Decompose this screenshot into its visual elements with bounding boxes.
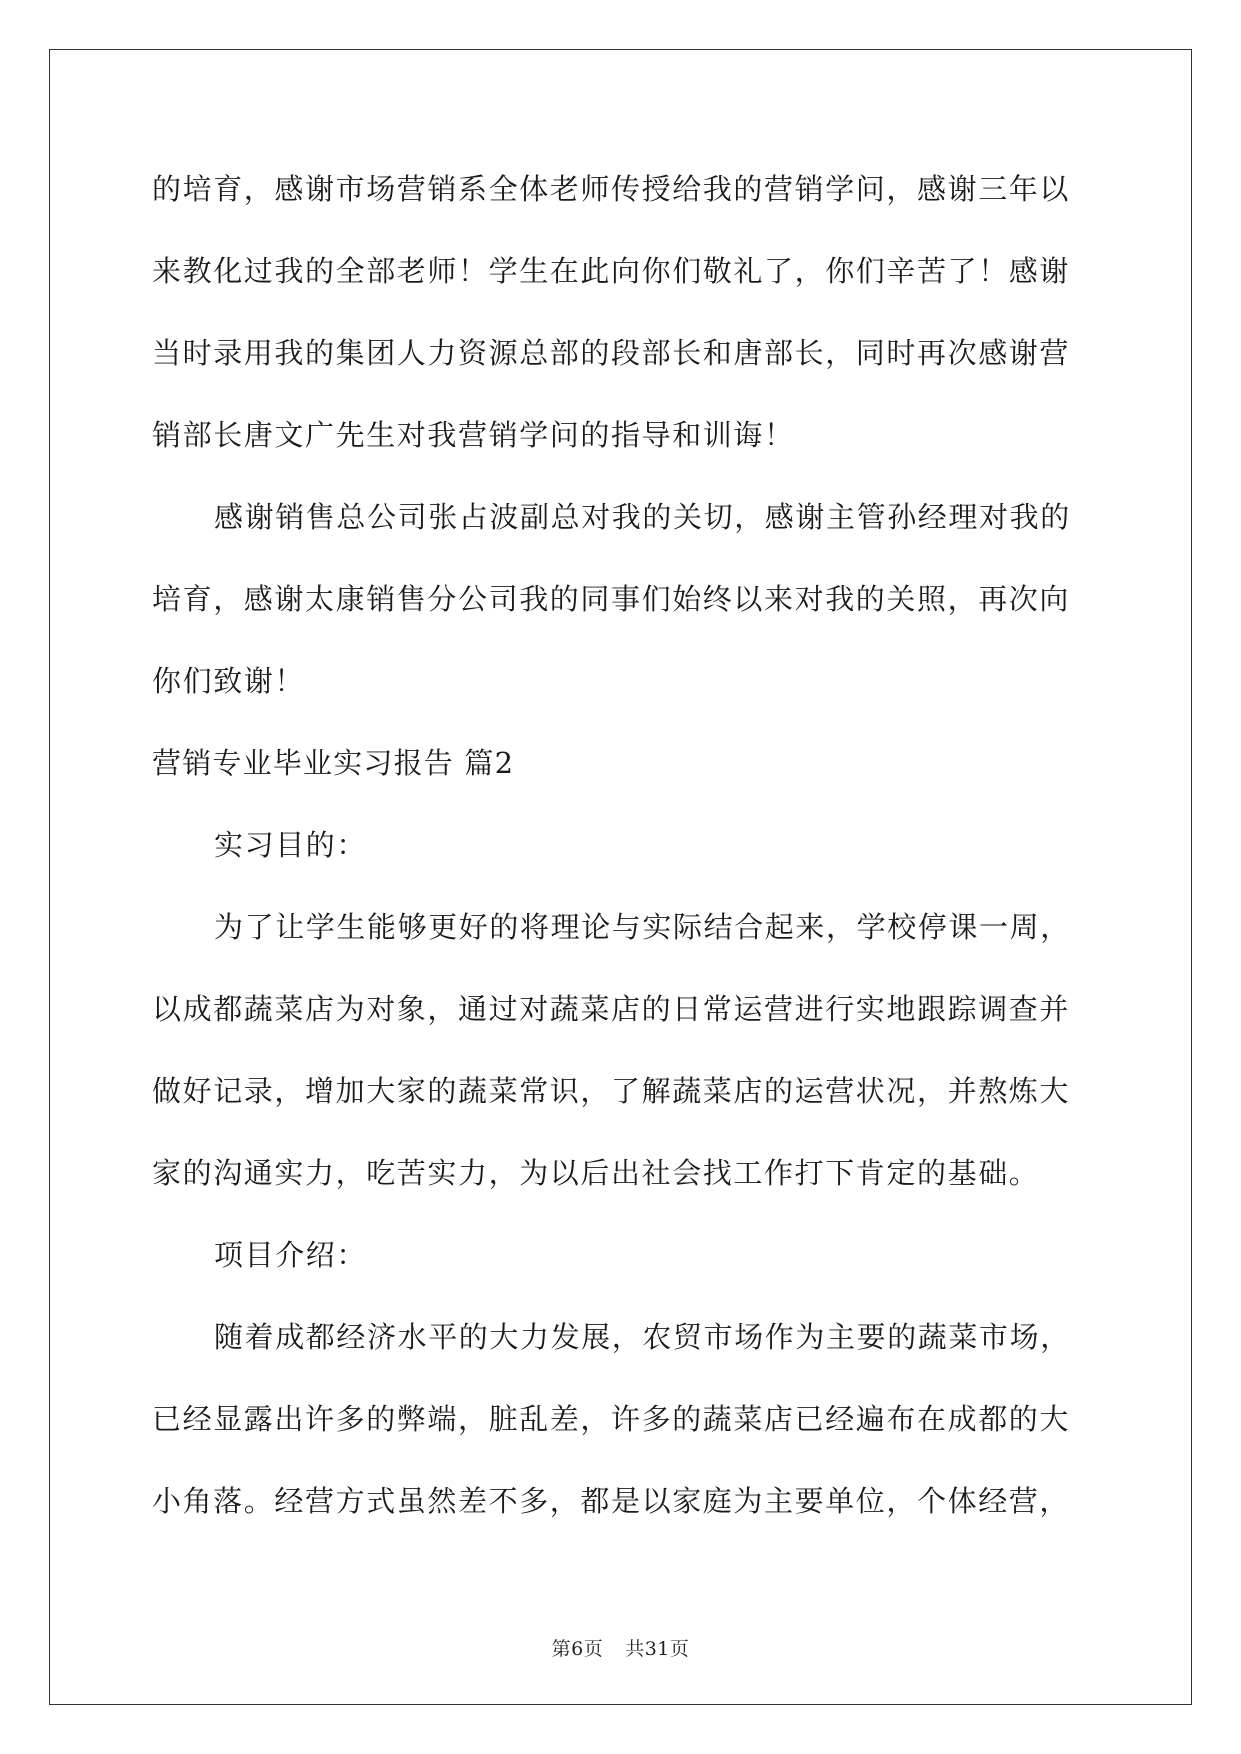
text-line-17: 小角落。经营方式虽然差不多，都是以家庭为主要单位，个体经营， — [152, 1484, 1071, 1518]
text-line-11: 以成都蔬菜店为对象，通过对蔬菜店的日常运营进行实地跟踪调查并 — [152, 992, 1071, 1026]
text-line-10: 为了让学生能够更好的将理论与实际结合起来，学校停课一周， — [214, 910, 1071, 944]
text-line-1: 的培育，感谢市场营销系全体老师传授给我的营销学问，感谢三年以 — [152, 172, 1071, 206]
text-line-14: 项目介绍： — [214, 1238, 368, 1272]
text-line-3: 当时录用我的集团人力资源总部的段部长和唐部长，同时再次感谢营 — [152, 336, 1071, 370]
text-line-13: 家的沟通实力，吃苦实力，为以后出社会找工作打下肯定的基础。 — [152, 1156, 1040, 1190]
text-line-15: 随着成都经济水平的大力发展，农贸市场作为主要的蔬菜市场， — [214, 1320, 1071, 1354]
text-line-6: 培育，感谢太康销售分公司我的同事们始终以来对我的关照，再次向 — [152, 582, 1071, 616]
text-line-9: 实习目的： — [214, 828, 368, 862]
text-line-7: 你们致谢！ — [152, 664, 306, 698]
document-body — [152, 160, 1088, 1554]
text-line-4: 销部长唐文广先生对我营销学问的指导和训诲！ — [152, 418, 795, 452]
text-line-12: 做好记录，增加大家的蔬菜常识，了解蔬菜店的运营状况，并熬炼大 — [152, 1074, 1071, 1108]
page-total: 共31页 — [625, 1638, 690, 1660]
text-line-2: 来教化过我的全部老师！学生在此向你们敬礼了，你们辛苦了！感谢 — [152, 254, 1071, 288]
text-line-16: 已经显露出许多的弊端，脏乱差，许多的蔬菜店已经遍布在成都的大 — [152, 1402, 1071, 1436]
page-number: 第6页 — [551, 1638, 604, 1660]
page-footer — [0, 1634, 1241, 1661]
section-heading: 营销专业毕业实习报告 篇2 — [152, 746, 515, 780]
text-line-5: 感谢销售总公司张占波副总对我的关切，感谢主管孙经理对我的 — [214, 500, 1071, 534]
